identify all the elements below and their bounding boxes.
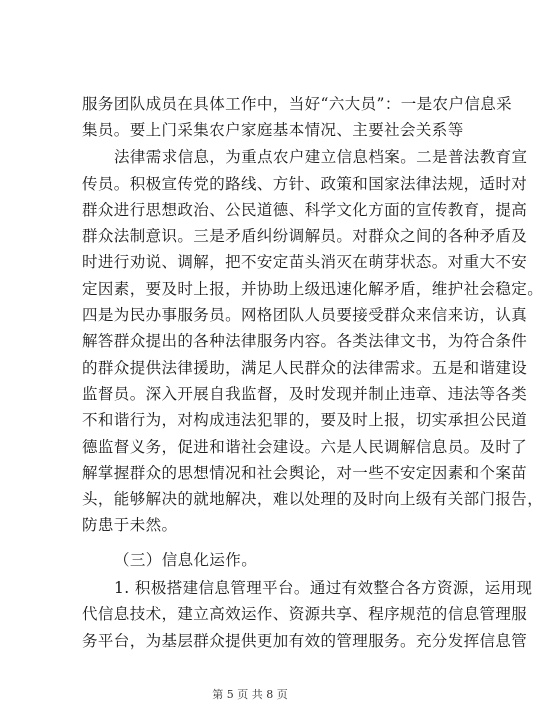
text-line: 定因素，要及时上报，并协助上级迅速化解矛盾，维护社会稳定。 — [82, 280, 543, 298]
text-line: 解答群众提出的各种法律服务内容。各类法律文书，为符合条件 — [82, 332, 528, 350]
page-footer: 第 5 页 共 8 页 — [212, 688, 288, 701]
text-line: 防患于未然。 — [82, 516, 178, 534]
text-line: （三）信息化运作。 — [114, 551, 258, 569]
text-line: 传员。积极宣传党的路线、方针、政策和国家法律法规，适时对 — [82, 175, 528, 193]
text-line: 1. 积极搭建信息管理平台。通过有效整合各方资源，运用现 — [114, 579, 533, 597]
text-line: 务平台，为基层群众提供更加有效的管理服务。充分发挥信息管 — [82, 632, 528, 650]
text-line: 监督员。深入开展自我监督，及时发现并制止违章、违法等各类 — [82, 385, 528, 403]
text-line: 德监督义务，促进和谐社会建设。六是人民调解信息员。及时了 — [82, 438, 528, 456]
text-line: 法律需求信息，为重点农户建立信息档案。二是普法教育宣 — [114, 148, 528, 166]
text-line: 群众进行思想政治、公民道德、科学文化方面的宣传教育，提高 — [82, 201, 528, 219]
text-line: 不和谐行为，对构成违法犯罪的，要及时上报，切实承担公民道 — [82, 411, 528, 429]
text-line: 的群众提供法律援助，满足人民群众的法律需求。五是和谐建设 — [82, 359, 528, 377]
text-line: 代信息技术，建立高效运作、资源共享、程序规范的信息管理服 — [82, 605, 528, 623]
text-line: 集员。要上门采集农户家庭基本情况、主要社会关系等 — [82, 121, 464, 139]
text-line: 时进行劝说、调解，把不安定苗头消灭在萌芽状态。对重大不安 — [82, 253, 528, 271]
text-line: 群众法制意识。三是矛盾纠纷调解员。对群众之间的各种矛盾及 — [82, 227, 528, 245]
text-line: 解掌握群众的思想情况和社会舆论，对一些不安定因素和个案苗 — [82, 464, 528, 482]
text-line: 四是为民办事服务员。网格团队人员要接受群众来信来访，认真 — [82, 306, 528, 324]
text-line: 头，能够解决的就地解决，难以处理的及时向上级有关部门报告， — [82, 490, 543, 508]
text-line: 服务团队成员在具体工作中，当好“六大员”：一是农户信息采 — [82, 95, 513, 113]
